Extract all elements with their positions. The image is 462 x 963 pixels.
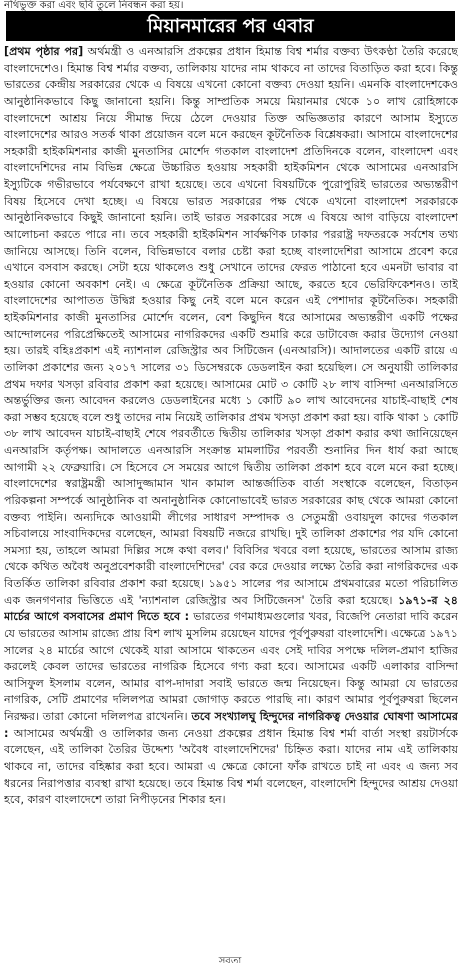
paragraph-3: আসামের অর্থমন্ত্রী ও তালিকার জন্য নেওয়া প্রকল্পের প্রধান হিমান্ত বিশ্ব শর্মা বার্তা সংস্থা রয়টার্সকে বলেছেন, এই তালিকা তৈরির উদ্দেশ্য 'অবৈধ বাংলাদেশিদের' চিহ্নিত করা। যাদের নাম এই তালিকায় থাকবে না, তাদের বহিষ্কার করা হবে। আমরা এ ক্ষেত্রে কোনো ফাঁক রাখতে চাই না এবং এ জন্য সব ধরনের নিরাপত্তার ব্যবস্থা রাখা হয়েছে। তবে হিমান্ত বিশ্ব শর্মা বলেছেন, বাংলাদেশি হিন্দুদের আশ্রয় দেওয়া হবে, কারণ বাংলাদেশে তারা নিপীড়নের শিকার হন। — [4, 726, 458, 807]
subheading-1971: ১৯৭১-র ২৪ মার্চের আগে বসবাসের প্রমাণ দিতে হবে : — [4, 593, 458, 624]
subheading-hindu-citizenship: তবে সংখ্যালঘু হিন্দুদের নাগরিকত্ব দেওয়ার ঘোষণা আসামের : — [4, 710, 458, 740]
page-reference: [প্রথম পৃষ্ঠার পর] — [4, 45, 84, 58]
article-headline: মিয়ানমারের পর এবার — [6, 11, 455, 41]
previous-article-tail: নথিভুক্ত করা এবং ছবি তুলে নিবন্ধন করা হয়। — [4, 0, 184, 11]
article-body — [4, 44, 458, 956]
paragraph-1: অর্থমন্ত্রী ও এনআরসি প্রকল্পের প্রধান হিমান্ত বিশ্ব শর্মার বক্তব্য উৎকণ্ঠা তৈরি করেছে বাংলাদেশেও। হিমান্ত বিশ্ব শর্মার বক্তব্য, তালিকায় যাদের নাম থাকবে না তাদের বিতাড়িত করা হবে। কিন্তু ভারতের কেন্দ্রীয় সরকারের থেকে এ বিষয়ে এখনো কোনো বক্তব্য দেওয়া হয়নি। এমনকি বাংলাদেশকেও আনুষ্ঠানিকভাবে কিছু জানানো হয়নি। কিন্তু সাম্প্রতিক সময়ে মিয়ানমার থেকে ১০ লাখ রোহিঙ্গাকে বাংলাদেশে আশ্রয় নিয়ে সীমান্ত দিয়ে ঠেলে দেওয়ার তিক্ত অভিজ্ঞতার কারণে আসাম ইস্যুতে বাংলাদেশের আরও সতর্ক থাকা প্রয়োজন বলে মনে করছেন কূটনৈতিক বিশ্লেষকরা। আসামে বাংলাদেশের সহকারী হাইকমিশনার কাজী মুনতাসির মোর্শেদ গতকাল বাংলাদেশ প্রতিদিনকে বলেন, বাংলাদেশ এবং বাংলাদেশিদের নাম বিভিন্ন ক্ষেত্রে উচ্চারিত হওয়ায় সহকারী হাইকমিশন থেকে আসামের এনআরসি ইস্যুটিকে গভীরভাবে পর্যবেক্ষণে রাখা হয়েছে। তবে এখনো বিষয়টিকে পুরোপুরিই ভারতের অভ্যন্তরীণ বিষয় হিসেবে দেখা হচ্ছে। এ বিষয়ে ভারত সরকারের পক্ষ থেকে এখনো বাংলাদেশ সরকারকে আনুষ্ঠানিকভাবে কিছুই জানানো হয়নি। তাই ভারত সরকারের সঙ্গে এ বিষয়ে আগ বাড়িয়ে বাংলাদেশ আলোচনা করতে পারে না। তবে সহকারী হাইকমিশন সার্বক্ষণিক ঢাকার পররাষ্ট্র দফতরকে সর্বশেষ তথ্য জানিয়ে আসছে। তিনি বলেন, বিভিন্নভাবে বলার চেষ্টা করা হচ্ছে বাংলাদেশিরা আসামে প্রবেশ করে এখানে বসবাস করছে। সেটা হয়ে থাকলেও শুধু সেখানে তাদের ফেরত পাঠানো হবে এমনটা ভাবার বা হওয়ার কোনো অবকাশ নেই। এ ক্ষেত্রে কূটনৈতিক প্রক্রিয়া আছে, করতে হবে ভেরিফিকেশনও। তাই বাংলাদেশের আপাতত উদ্বিগ্ন হওয়ার কিছু নেই বলে মনে করেন এই পেশাদার কূটনৈতিক। সহকারী হাইকমিশনার কাজী মুনতাসির মোর্শেদ বলেন, বেশ কিছুদিন ধরে আসামের অভ্যন্তরীণ একটি পক্ষের আন্দোলনের পরিপ্রেক্ষিতেই আসামের নাগরিকদের একটি শুমারি করে ডাটাবেজ করার উদ্যোগ নেওয়া হয়। তারই বহিঃপ্রকাশ এই ন্যাশনাল রেজিস্ট্রার অব সিটিজেন (এনআরসি)। আদালতের একটি রায়ে এ তালিকা প্রকাশের জন্য ২০১৭ সালের ৩১ ডিসেম্বরকে ডেডলাইন করা হয়েছিল। সে অনুযায়ী তালিকার প্রথম দফার খসড়া রবিবার প্রকাশ করা হয়েছে। আসামের মোট ৩ কোটি ২৮ লাখ বাসিন্দা এনআরসিতে অন্তর্ভুক্তির জন্য আবেদন করলেও ডেডলাইনের মধ্যে ১ কোটি ৯০ লাখ আবেদনের যাচাই-বাছাই শেষ করা সম্ভব হয়েছে বলে শুধু তাদের নাম নিয়েই তালিকার প্রথম খসড়া প্রকাশ করা হয়। বাকি থাকা ১ কোটি ৩৮ লাখ আবেদন যাচাই-বাছাই শেষে পরবর্তীতে দ্বিতীয় তালিকার খসড়া প্রকাশ করার কথা জানিয়েছেন এনআরসি কর্তৃপক্ষ। আদালতে এনআরসি সংক্রান্ত মামলাটির পরবর্তী শুনানির দিন ধার্য করা আছে আগামী ২২ ফেব্রুয়ারি। সে হিসেবে সে সময়ের আগে দ্বিতীয় তালিকা প্রকাশ হবে বলে মনে করা হচ্ছে। বাংলাদেশের স্বরাষ্ট্রমন্ত্রী আসাদুজ্জামান খান কামাল আন্তর্জাতিক বার্তা সংস্থাকে বলেছেন, বিতাড়ন পরিকল্পনা সম্পর্কে আনুষ্ঠানিক বা অনানুষ্ঠানিক কোনোভাবেই ভারত সরকারের কাছ থেকে আমরা কোনো বক্তব্য পাইনি। অন্যদিকে আওয়ামী লীগের সাধারণ সম্পাদক ও সেতুমন্ত্রী ওবায়দুল কাদের গতকাল সচিবালয়ে সাংবাদিকদের বলেছেন, আমরা বিষয়টি নজরে রাখছি। দুই তালিকা প্রকাশের পর যদি কোনো সমস্যা হয়, তাহলে আমরা দিল্লির সঙ্গে কথা বলব।' বিবিসির খবরে বলা হয়েছে, ভারতের আসাম রাজ্য থেকে কথিত অবৈধ অনুপ্রবেশকারী বাংলাদেশিদের' বের করে দেওয়ার লক্ষ্যে তৈরি করা নাগরিকদের এক বিতর্কিত তালিকা রবিবার প্রকাশ করা হয়েছে। ১৯৫১ সালের পর আসামে প্রথমবারের মতো পরিচালিত এক জনগণনার ভিত্তিতে এই 'ন্যাশনাল রেজিস্ট্রার অব সিটিজেনস' তৈরি করা হয়েছে। — [4, 45, 458, 607]
cut-off-bottom-text: সবতা — [218, 957, 242, 963]
paragraph-2: ভারতের গণমাধ্যমগুলোর খবর, বিজেপি নেতারা দাবি করেন যে ভারতের আসাম রাজ্যে প্রায় বিশ লাখ মুসলিম রয়েছেন যাদের পূর্বপুরুষরা বাংলাদেশি। এক্ষেত্রে ১৯৭১ সালের ২৪ মার্চের আগে থেকেই যারা আসামে থাকতেন এবং সেই দাবির সপক্ষে দলিল-প্রমাণ হাজির করলেই কেবল তাদের ভারতের নাগরিক হিসেবে গণ্য করা হবে। আসামের একটি এলাকার বাসিন্দা আসিফুল ইসলাম বলেন, আমার বাপ-দাদারা সবাই ভারতে জন্ম নিয়েছেন। কিন্তু আমরা যে ভারতের নাগরিক, সেটি প্রমাণের দলিলপত্র আমরা জোগাড় করতে পারছি না। কারণ আমার পূর্বপুরুষরা ছিলেন নিরক্ষর। তারা কোনো দলিলপত্র রাখেননি। — [4, 610, 458, 723]
